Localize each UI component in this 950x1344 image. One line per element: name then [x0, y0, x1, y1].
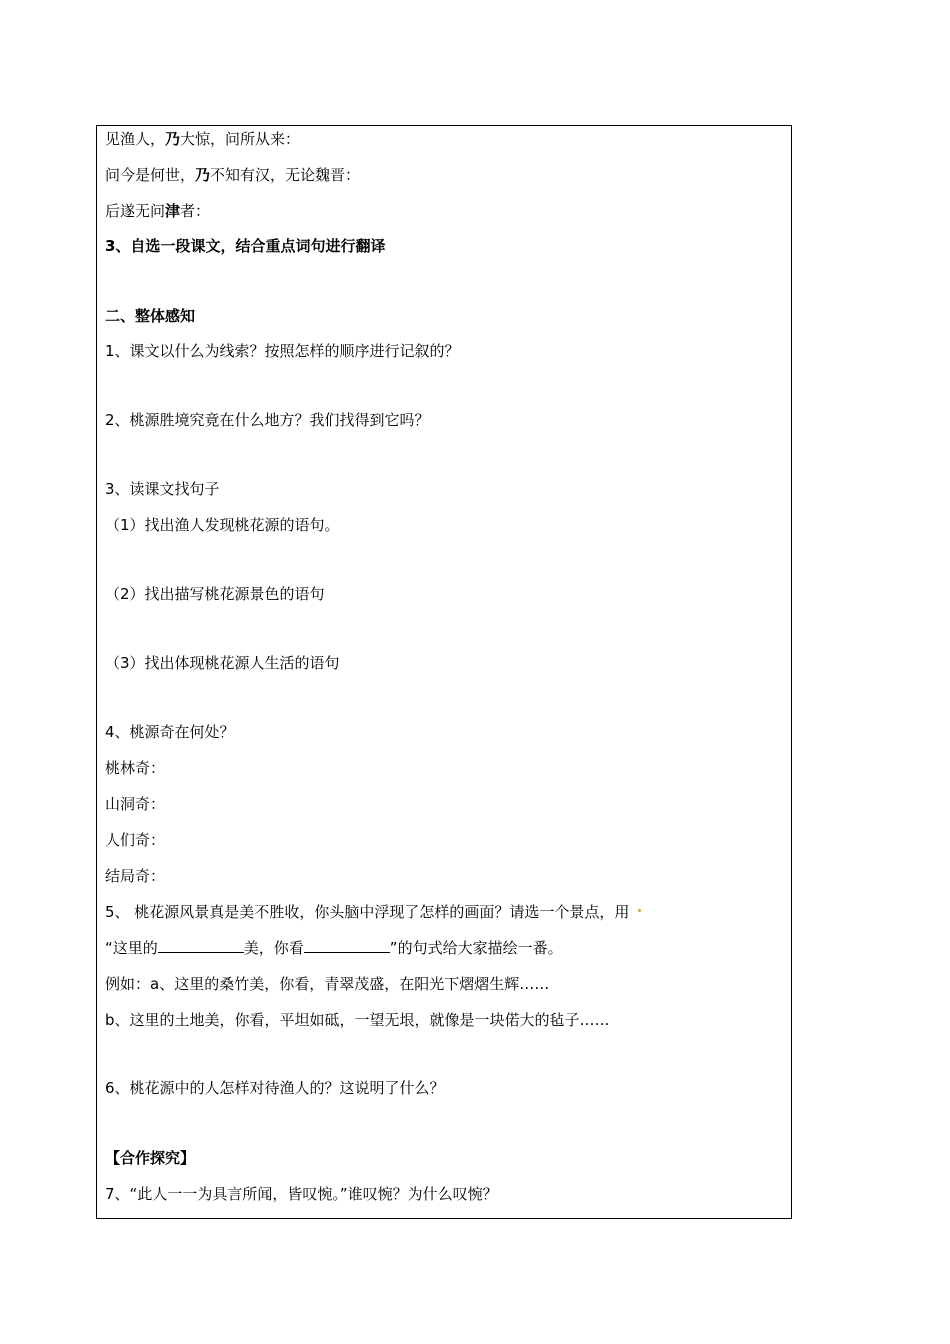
key-word: 乃	[165, 130, 181, 148]
answer-prompt: 结局奇：	[105, 867, 166, 885]
ink-dot	[638, 909, 641, 912]
text-line	[105, 129, 300, 149]
answer-prompt: 桃林奇：	[105, 759, 166, 777]
example-line: b、这里的土地美，你看，平坦如砥，一望无垠，就像是一块偌大的毡子……	[105, 1011, 610, 1029]
line-text: 美，你看	[243, 939, 304, 957]
line-text: 不知有汉，无论魏晋：	[210, 166, 361, 184]
line-text: 者：	[180, 202, 211, 220]
sub-question: （1）找出渔人发现桃花源的语句。	[105, 516, 340, 534]
sub-question: （2）找出描写桃花源景色的语句	[105, 585, 325, 603]
text-line	[105, 165, 360, 185]
question: 5、 桃花源风景真是美不胜收，你头脑中浮现了怎样的画面？请选一个景点，用	[105, 903, 630, 921]
section-heading: 【合作探究】	[105, 1149, 196, 1167]
answer-prompt: 山洞奇：	[105, 795, 166, 813]
example-line: 例如：a、这里的桑竹美，你看，青翠茂盛，在阳光下熠熠生辉……	[105, 975, 550, 993]
question: 2、桃源胜境究竟在什么地方？我们找得到它吗？	[105, 411, 430, 429]
question: 6、桃花源中的人怎样对待渔人的？这说明了什么？	[105, 1079, 445, 1097]
fill-blank[interactable]	[158, 938, 244, 953]
question: 1、课文以什么为线索？按照怎样的顺序进行记叙的？	[105, 342, 460, 360]
key-word: 津	[165, 202, 181, 220]
line-text: ”的句式给大家描绘一番。	[389, 939, 563, 957]
line-text: 大惊，问所从来：	[180, 130, 301, 148]
fill-blank[interactable]	[304, 938, 390, 953]
section-heading: 二、整体感知	[105, 307, 196, 325]
line-text: 见渔人，	[105, 130, 166, 148]
text-line	[105, 201, 210, 221]
question: 3、读课文找句子	[105, 480, 220, 498]
question: 7、“此人一一为具言所闻，皆叹惋。”谁叹惋？为什么叹惋？	[105, 1185, 498, 1203]
line-text: 后遂无问	[105, 202, 166, 220]
sub-question: （3）找出体现桃花源人生活的语句	[105, 654, 340, 672]
question-heading: 3、自选一段课文，结合重点词句进行翻译	[105, 237, 386, 255]
fill-in-sentence	[105, 938, 563, 958]
worksheet-frame	[96, 125, 792, 1219]
question: 4、桃源奇在何处？	[105, 723, 235, 741]
key-word: 乃	[195, 166, 211, 184]
line-text: “这里的	[105, 939, 158, 957]
answer-prompt: 人们奇：	[105, 831, 166, 849]
line-text: 问今是何世，	[105, 166, 196, 184]
